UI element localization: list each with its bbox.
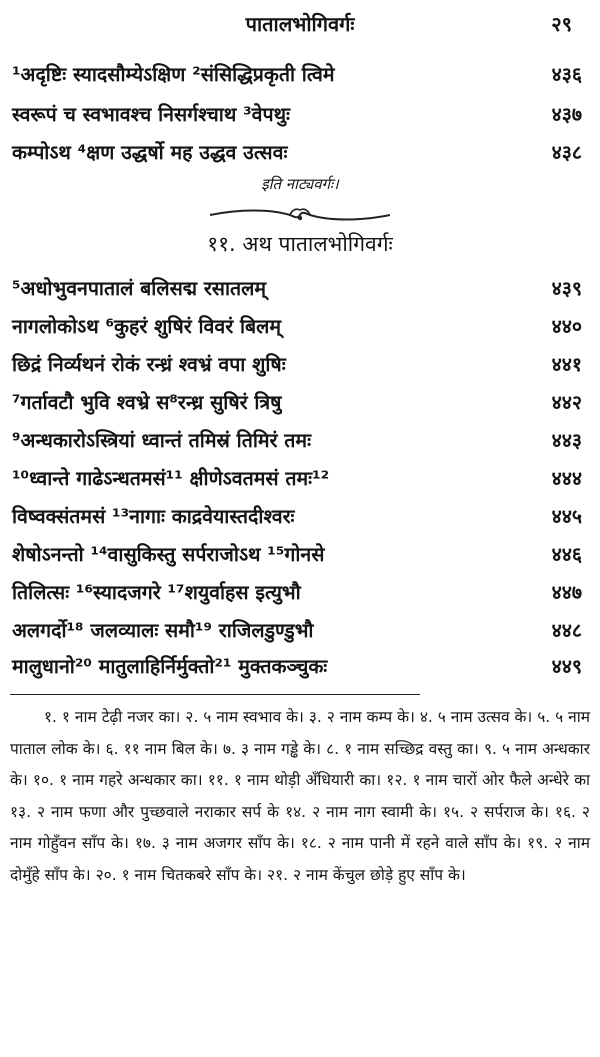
verse-line <box>12 272 582 306</box>
verse-line <box>12 650 582 684</box>
verse-number: ४४८ <box>551 619 582 642</box>
verse-text: शेषोऽनन्तो ¹⁴वासुकिस्तु सर्पराजोऽथ ¹⁵गोनसे <box>12 543 325 566</box>
verse-line <box>12 424 582 458</box>
verse-number: ४४५ <box>551 505 582 528</box>
verse-number: ४४७ <box>551 581 582 604</box>
verse-number: ४३९ <box>551 277 582 300</box>
verse-line <box>12 538 582 572</box>
footnotes-text: १. १ नाम टेढ़ी नजर का। २. ५ नाम स्वभाव के। ३. २ नाम कम्प के। ४. ५ नाम उत्सव के। ५. ५ नाम पाताल लोक के। ६. ११ नाम बिल के। ७. ३ नाम गड्ढे के। ८. १ नाम सच्छिद्र वस्तु का। ९. ५ नाम अन्धकार के। १०. १ नाम गहरे अन्धकार का। ११. १ नाम थोड़ी अँधियारी का। १२. १ नाम चारों ओर फैले अन्धेरे का १३. २ नाम फणा और पुच्छवाले नराकार सर्प के १४. २ नाम नाग स्वामी के। १५. २ सर्पराज के। १६. २ नाम गोहुँवन साँप के। १७. ३ नाम अजगर साँप के। १८. २ नाम पानी में रहने वाले साँप के। १९. २ नाम दोमुँहे साँप के। २०. १ नाम चितकबरे साँप के। २१. २ नाम केंचुल छोड़े हुए साँप के। <box>10 708 590 884</box>
verse-number: ४४० <box>551 315 582 338</box>
colophon: इति नाट्यवर्गः। <box>261 175 339 193</box>
verse-text: ¹⁰ध्वान्ते गाढेऽन्धतमसं¹¹ क्षीणेऽवतमसं तमः¹² <box>12 467 330 490</box>
verse-number: ४४९ <box>551 655 582 678</box>
verse-line <box>12 386 582 420</box>
verse-number: ४३६ <box>551 63 582 86</box>
ornament-divider <box>200 206 400 224</box>
verse-text: तिलित्सः ¹⁶स्यादजगरे ¹⁷शयुर्वाहस इत्युभौ <box>12 581 301 604</box>
verse-line <box>12 310 582 344</box>
verse-text: ¹अदृष्टिः स्यादसौम्येऽक्षिण ²संसिद्धिप्रकृती त्विमे <box>12 63 335 86</box>
page-header <box>0 10 600 42</box>
verse-number: ४४६ <box>551 543 582 566</box>
verse-text: ⁵अधोभुवनपातालं बलिसद्म रसातलम् <box>12 277 267 300</box>
verse-text: कम्पोऽथ ⁴क्षण उद्धर्षो मह उद्धव उत्सवः <box>12 141 288 164</box>
verse-line <box>12 136 582 170</box>
verse-line <box>12 348 582 382</box>
verse-line <box>12 614 582 648</box>
verse-number: ४४२ <box>551 391 582 414</box>
verse-number: ४३७ <box>551 103 582 126</box>
verse-text: ⁹अन्धकारोऽस्त्रियां ध्वान्तं तमिस्रं तिमिरं तमः <box>12 429 312 452</box>
page-title: पातालभोगिवर्गः <box>245 12 355 36</box>
verse-text: मालुधानो²⁰ मातुलाहिर्निर्मुक्तो²¹ मुक्तकञ्चुकः <box>12 655 328 678</box>
verse-line <box>12 58 582 92</box>
verse-line <box>12 98 582 132</box>
verse-text: ⁷गर्तावटौ भुवि श्वभ्रे स⁸रन्ध्र सुषिरं त्रिषु <box>12 391 282 414</box>
section-heading: ११. अथ पातालभोगिवर्गः <box>207 232 393 256</box>
footnotes <box>10 702 590 891</box>
page-number: २९ <box>551 12 572 36</box>
verse-line <box>12 576 582 610</box>
verse-text: विष्वक्संतमसं ¹³नागाः काद्रवेयास्तदीश्वरः <box>12 505 295 528</box>
verse-number: ४३८ <box>551 141 582 164</box>
verse-text: अलगर्दो¹⁸ जलव्यालः समौ¹⁹ राजिलडुण्डुभौ <box>12 619 314 642</box>
verse-number: ४४३ <box>551 429 582 452</box>
verse-text: छिद्रं निर्व्यथनं रोकं रन्ध्रं श्वभ्रं वपा शुषिः <box>12 353 286 376</box>
verse-line <box>12 462 582 496</box>
verse-text: नागलोकोऽथ ⁶कुहरं शुषिरं विवरं बिलम् <box>12 315 282 338</box>
verse-line <box>12 500 582 534</box>
verse-number: ४४१ <box>551 353 582 376</box>
footnote-rule <box>10 694 420 695</box>
verse-text: स्वरूपं च स्वभावश्च निसर्गश्चाथ ³वेपथुः <box>12 103 290 126</box>
verse-number: ४४४ <box>551 467 582 490</box>
